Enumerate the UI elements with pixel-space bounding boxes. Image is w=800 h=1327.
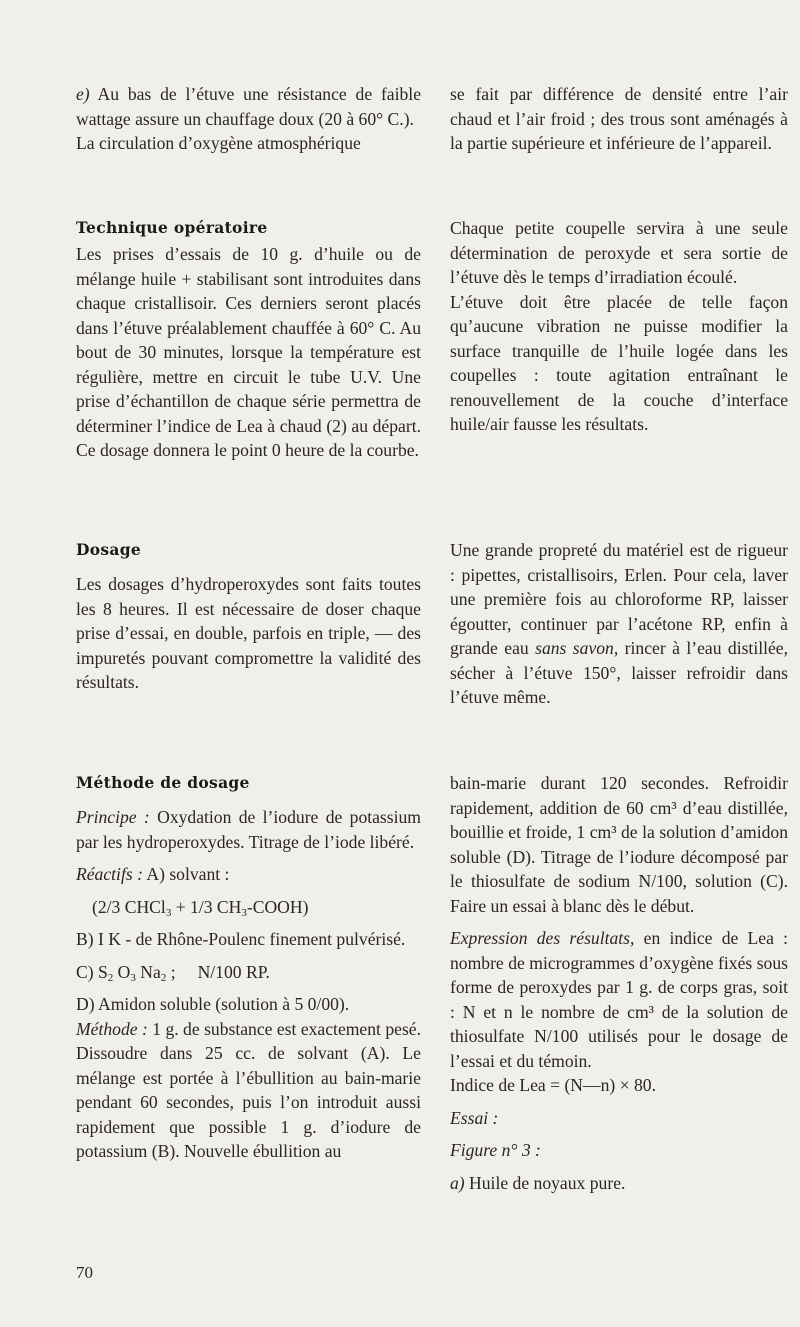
section-heading: Méthode de dosage [76, 773, 250, 792]
item-label: e) [76, 84, 90, 104]
principe-paragraph: Principe : Oxydation de l’iodure de potassium par les hydroperoxydes. Titrage de l’iode libéré. [76, 807, 421, 852]
paragraph-continuation: se fait par différence de densité entre l’air chaud et l’air froid ; des trous sont aménagés à la partie supérieure et inférieure de l’appareil. [450, 84, 788, 153]
technique-coupelle-paragraph: Chaque petite coupelle servira à une seule détermination de peroxyde et sera sortie de l’étuve dès le temps d’irradiation écoulé. [450, 218, 788, 287]
lea-formula: Indice de Lea = (N—n) × 80. [450, 1075, 656, 1095]
technique-vibration-paragraph: L’étuve doit être placée de telle façon qu’aucune vibration ne puisse modifier la surface tranquille de l’huile logée dans les coupelles : toute agitation entraînant le renouvellement de la couche d’interface huile/air fausse les résultats. [450, 291, 788, 434]
titrage-paragraph: bain-marie durant 120 secondes. Refroidir rapidement, addition de 60 cm³ d’eau distillée, bouillie et froide, 1 cm³ de la solution d’amidon soluble (D). Titrage de l’iodure décomposé par le thiosulfate de sodium N/100, solution (C). Faire un essai à blanc dès le début. [450, 773, 788, 916]
intro-left-column [76, 82, 421, 156]
dosage-left-column [76, 538, 421, 695]
page-number: 70 [76, 1263, 93, 1282]
intro-right-column [450, 82, 788, 156]
technique-paragraph: Les prises d’essais de 10 g. d’huile ou de mélange huile + stabilisant sont introduites dans chaque cristallisoir. Ces derniers seront placés dans l’étuve préalablement chauffée à 60° C. Au bout de 30 minutes, lorsque la température est régulière, mettre en circuit le tube U.V. Une prise d’échantillon de chaque série permettra de déterminer l’indice de Lea à chaud (2) au départ. Ce dosage donnera le point 0 heure de la courbe. [76, 244, 421, 460]
dosage-right-column [450, 538, 788, 710]
proprete-paragraph: Une grande propreté du matériel est de rigueur : pipettes, cristallisoirs, Erlen. Pour cela, laver une première fois au chloroforme RP, laisser égoutter, continuer par l’acétone RP, enfin à grande eau sans savon, rincer à l’eau distillée, sécher à l’étuve 150°, laisser refroidir dans l’étuve même. [450, 540, 788, 707]
methode-left-column [76, 771, 421, 1164]
paragraph-text: Au bas de l’étuve une résistance de faible wattage assure un chauffage doux (20 à 60° C.). [76, 84, 421, 129]
reactif-b: B) I K - de Rhône-Poulenc finement pulvérisé. [76, 929, 406, 949]
reactif-c: C) $S_2$ $O_3$ $Na_2$ ; N/100 RP. [76, 961, 270, 984]
paragraph-circulation: La circulation d’oxygène atmosphérique [76, 133, 361, 153]
figure-label: Figure n° 3 : [450, 1140, 541, 1160]
methode-right-column [450, 771, 788, 1195]
reactifs-line: Réactifs : A) solvant : [76, 864, 230, 884]
item-a: a) Huile de noyaux pure. [450, 1172, 626, 1193]
expression-paragraph: Expression des résultats, en indice de Lea : nombre de microgrammes d’oxygène fixés sous forme de peroxydes par 1 g. de corps gras, soit : N et n le nombre de cm³ de la solution de thiosulfate N/100 utilisés pour le dosage de l’essai et du témoin. [450, 928, 788, 1071]
solvent-formula: (2/3 CHCl$_3$ + 1/3 $CH_3-COOH$) [92, 896, 309, 919]
methode-paragraph: Méthode : 1 g. de substance est exactement pesé. Dissoudre dans 25 cc. de solvant (A). Le mélange est portée à l’ébullition au bain-marie pendant 60 secondes, puis l’on introduit aussi rapidement que possible 1 g. d’iodure de potassium (B). Nouvelle ébullition au [76, 1018, 421, 1161]
paragraph-e [76, 82, 421, 131]
dosage-paragraph: Les dosages d’hydroperoxydes sont faits toutes les 8 heures. Il est nécessaire de doser chaque prise d’essai, en double, parfois en triple, — des impuretés pouvant compromettre la validité des résultats. [76, 574, 421, 692]
technique-right-column [450, 216, 788, 437]
reactif-d: D) Amidon soluble (solution à 5 0/00). [76, 994, 350, 1014]
technique-left-column [76, 216, 421, 463]
section-heading: Dosage [76, 540, 142, 559]
section-heading: Technique opératoire [76, 218, 268, 237]
essai-label: Essai : [450, 1107, 499, 1128]
